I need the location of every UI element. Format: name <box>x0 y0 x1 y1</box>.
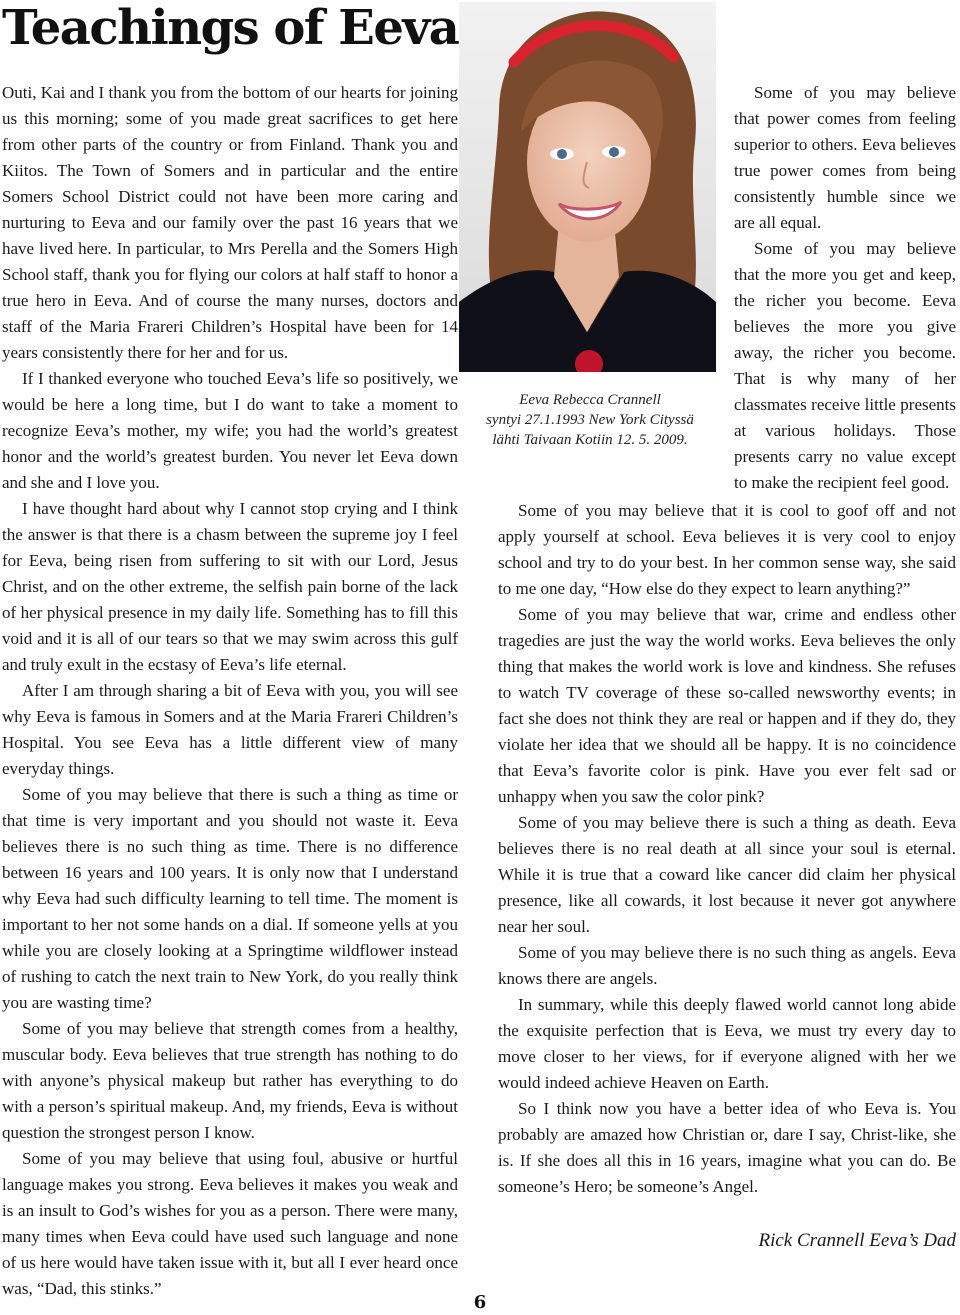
signature: Rick Crannell Eeva’s Dad <box>758 1230 956 1251</box>
paragraph: If I thanked everyone who touched Eeva’s life so positively, we would be here a long time, but I do want to take a moment to recognize Eeva’s mother, my wife; you had the world’s greatest honor and the world’s greatest burden. You never let Eeva down and she and I love you. <box>2 369 458 492</box>
paragraph: Some of you may believe there is no such thing as angels. Eeva knows there are angels. <box>498 943 956 988</box>
paragraph: Some of you may believe that using foul, abusive or hurtful language makes you strong. Eeva believes it makes you weak and is an insult to God’s wishes for you as a person. There were many, many times when Eeva could have used such language and none of us here would have taken issue with it, but all I ever heard once was, “Dad, this stinks.” <box>2 1149 458 1298</box>
page-number: 6 <box>473 1292 487 1313</box>
paragraph: Some of you may believe that war, crime and endless other tragedies are just the way the world works. Eeva believes the only thing that makes the world work is love and kindness. She refuses to watch TV coverage of these so-called newsworthy events; in fact she does not think they are real or happen and if they do, they violate her idea that we should all be happy. It is no coincidence that Eeva’s favorite color is pink. Have you ever felt sad or unhappy when you saw the color pink? <box>498 605 956 806</box>
paragraph: Outi, Kai and I thank you from the bottom of our hearts for joining us this morning; some of you made great sacrifices to get here from other parts of the country or from Finland. Thank you and Kiitos. The Town of Somers and in particular and the entire Somers School District could not have been more caring and nurturing to Eeva and our family over the past 16 years that we have lived here. In particular, to Mrs Perella and the Somers High School staff, thank you for flying our colors at half staff to honor a true hero in Eeva. And of course the many nurses, doctors and staff of the Maria Frareri Children’s Hospital have been for 14 years consistently there for her and for us. <box>2 83 458 362</box>
caption-born: syntyi 27.1.1993 New York Cityssä <box>486 412 694 428</box>
article-title: Teachings of Eeva <box>2 0 459 56</box>
paragraph: Some of you may believe that it is cool to goof off and not apply yourself at school. Eeva believes it is very cool to enjoy school and try to do your best. In her common sense way, she said to me one day, “How else do they expect to learn anything?” <box>498 501 956 598</box>
paragraph: So I think now you have a better idea of who Eeva is. You probably are amazed how Christian or, dare I say, Christ-like, she is. If she does all this in 16 years, imagine what you can do. Be someone’s Hero; be someone’s Angel. <box>498 1099 956 1196</box>
paragraph: Some of you may believe there is such a thing as death. Eeva believes there is no real death at all since your soul is eternal. While it is true that a coward like cancer did claim her physical presence, like all cowards, it lost because it never got anywhere near her soul. <box>498 813 956 936</box>
portrait-illustration <box>459 2 716 372</box>
right-bottom-column <box>498 498 956 1200</box>
paragraph: Some of you may believe that there is such a thing as time or that time is very important and you should not waste it. Eeva believes there is no such thing as time. There is no difference between 16 years and 100 years. It is only now that I understand why Eeva had such difficulty learning to tell time. The moment is important to her not some hands on a dial. If someone yells at you while you are closely looking at a Springtime wildflower instead of rushing to catch the next train to New York, do you really think you are wasting time? <box>2 785 458 1012</box>
caption-name: Eeva Rebecca Crannell <box>519 392 661 408</box>
photo-caption <box>470 390 710 450</box>
paragraph: In summary, while this deeply flawed world cannot long abide the exquisite perfection that is Eeva, we must try every day to move closer to her views, for if everyone aligned with her we would indeed achieve Heaven on Earth. <box>498 995 956 1092</box>
right-top-column <box>734 80 956 496</box>
caption-died: lähti Taivaan Kotiin 12. 5. 2009. <box>492 432 688 448</box>
paragraph: Some of you may believe that strength comes from a healthy, muscular body. Eeva believes that true strength has nothing to do with anyone’s physical makeup but rather has everything to do with a person’s spiritual makeup. And, my friends, Eeva is without question the strongest person I know. <box>2 1019 458 1142</box>
left-column <box>2 80 458 1302</box>
paragraph: Some of you may believe that the more you get and keep, the richer you become. Eeva believes the more you give away, the richer you become. That is why many of her classmates receive little presents at various holidays. Those presents carry no value except to make the recipient feel good. <box>734 239 956 492</box>
paragraph: Some of you may believe that power comes from feeling superior to others. Eeva believes true power comes from being consistently humble since we are all equal. <box>734 83 956 232</box>
paragraph: After I am through sharing a bit of Eeva with you, you will see why Eeva is famous in Somers and at the Maria Frareri Children’s Hospital. You see Eeva has a little different view of many everyday things. <box>2 681 458 778</box>
portrait-photo <box>459 2 716 372</box>
paragraph: I have thought hard about why I cannot stop crying and I think the answer is that there is a chasm between the supreme joy I feel for Eeva, being risen from suffering to sit with our Lord, Jesus Christ, and on the other extreme, the selfish pain borne of the lack of her physical presence in my daily life. Something has to fill this void and it is all of our tears so that we may swim across this gulf and truly exult in the ecstasy of Eeva’s life eternal. <box>2 499 458 674</box>
